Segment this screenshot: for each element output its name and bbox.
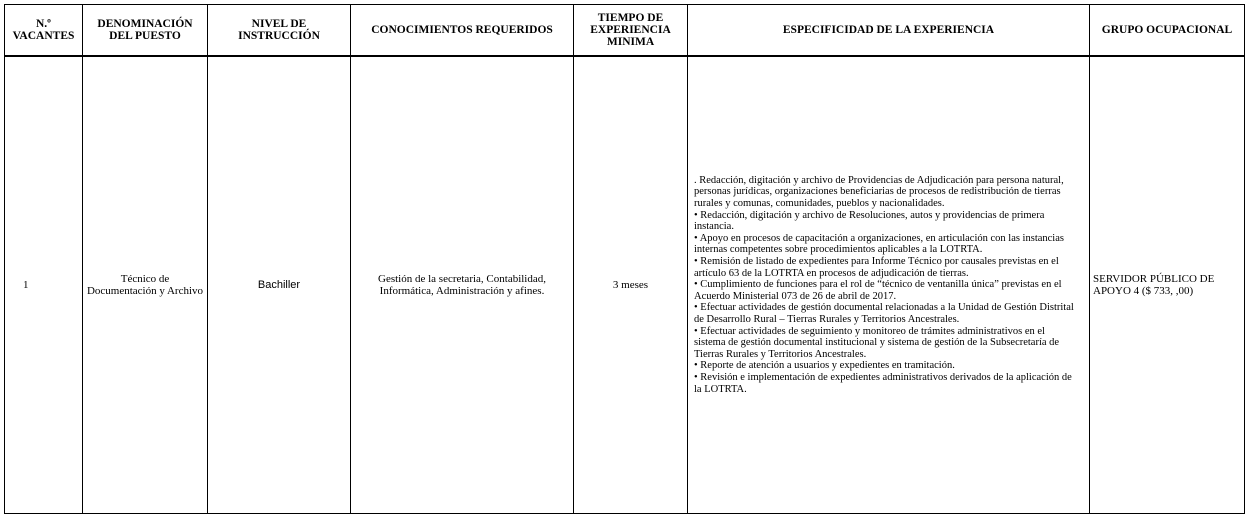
experience-item: • Remisión de listado de expedientes para Informe Técnico por causales previstas en el artículo 63 de la LOTRTA en procesos de adjudicación de tierras.: [694, 256, 1059, 279]
header-denominacion: DENOMINACIÓN DEL PUESTO: [83, 5, 208, 57]
cell-nivel: Bachiller: [208, 56, 351, 514]
cell-vacantes: 1: [5, 56, 83, 514]
cell-especificidad: [688, 56, 1090, 514]
experience-item: • Efectuar actividades de gestión documental relacionadas a la Unidad de Gestión Distrital de Desarrollo Rural – Tierras Rurales y Territorios Ancestrales.: [694, 302, 1074, 325]
experience-list: [691, 175, 1086, 395]
table-row: [5, 56, 1245, 514]
header-grupo: GRUPO OCUPACIONAL: [1090, 5, 1245, 57]
cell-grupo: SERVIDOR PÚBLICO DE APOYO 4 ($ 733, ,00): [1090, 56, 1245, 514]
header-tiempo: TIEMPO DE EXPERIENCIA MINIMA: [574, 5, 688, 57]
cell-tiempo: 3 meses: [574, 56, 688, 514]
header-conocimientos: CONOCIMIENTOS REQUERIDOS: [351, 5, 574, 57]
header-especificidad: ESPECIFICIDAD DE LA EXPERIENCIA: [688, 5, 1090, 57]
experience-item: • Apoyo en procesos de capacitación a organizaciones, en articulación con las instancias internas competentes sobre procedimientos aplicables a la LOTRTA.: [694, 232, 1064, 256]
cell-conocimientos: Gestión de la secretaria, Contabilidad, Informática, Administración y afines.: [351, 56, 574, 514]
header-nivel: NIVEL DE INSTRUCCIÓN: [208, 5, 351, 57]
header-vacantes: N.º VACANTES: [5, 5, 83, 57]
header-row: [5, 5, 1245, 57]
experience-item: . Redacción, digitación y archivo de Providencias de Adjudicación para persona natural, personas jurídicas, organizaciones beneficiarias de procesos de redistribución de tierras rurales y comunas, comunidades, pueblos y nacionalidades.: [694, 174, 1064, 210]
experience-item: • Revisión e implementación de expedientes administrativos derivados de la aplicación de la LOTRTA.: [694, 371, 1072, 395]
experience-item: • Cumplimiento de funciones para el rol de “técnico de ventanilla única” previstas en el Acuerdo Ministerial 073 de 26 de abril de 2017.: [694, 279, 1062, 302]
experience-item: • Efectuar actividades de seguimiento y monitoreo de trámites administrativos en el sistema de gestión documental institucional y sistema de gestión de la Subsecretaría de Tierras Rurales y Territorios Ancestrales.: [694, 325, 1060, 360]
experience-item: • Reporte de atención a usuarios y expedientes en tramitación.: [694, 360, 955, 372]
vacancy-table: [4, 4, 1245, 514]
cell-denominacion: Técnico de Documentación y Archivo: [83, 56, 208, 514]
experience-item: • Redacción, digitación y archivo de Resoluciones, autos y providencias de primera instancia.: [694, 209, 1045, 233]
